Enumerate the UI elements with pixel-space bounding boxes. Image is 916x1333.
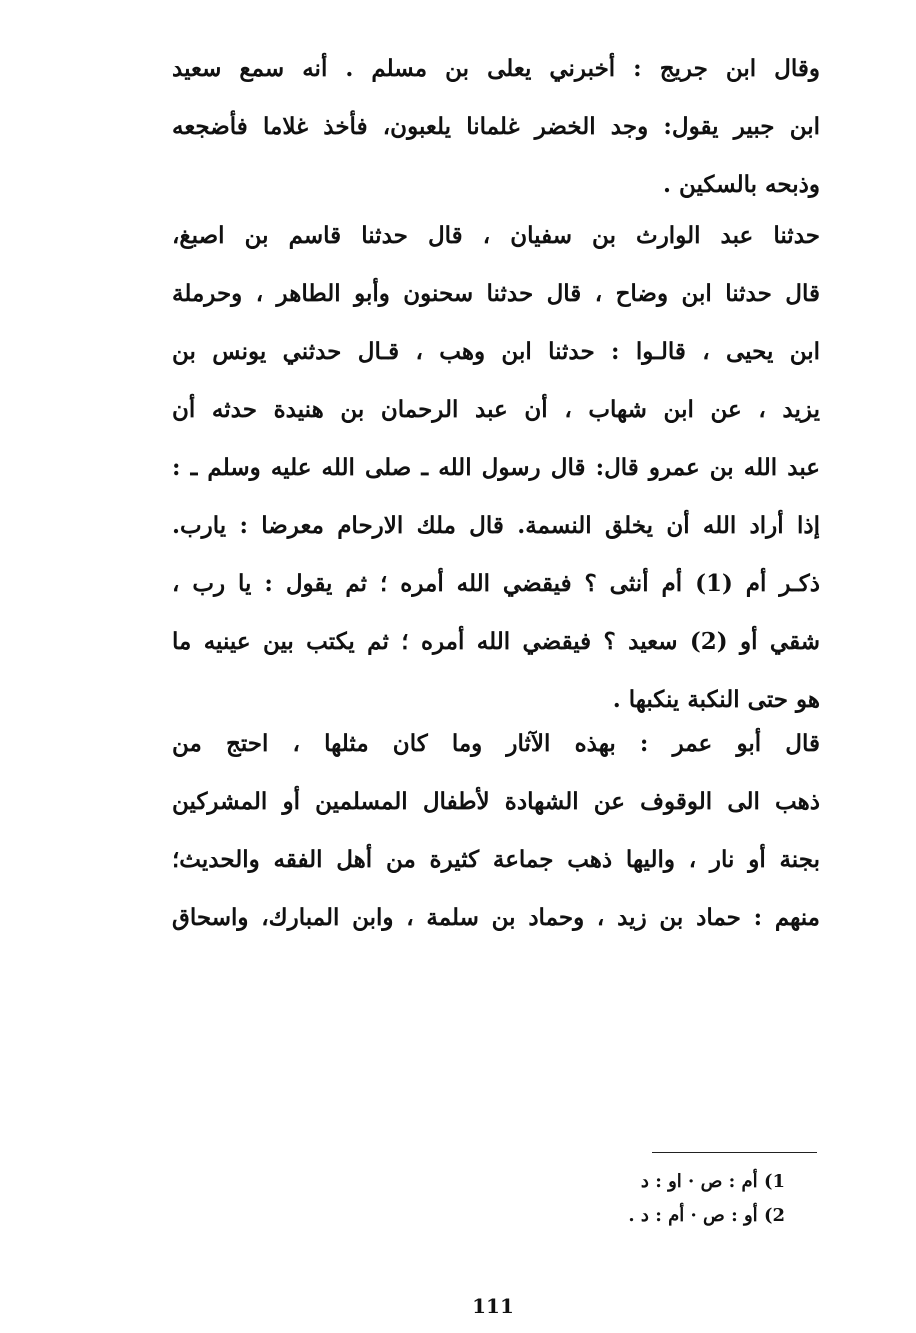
footnote-divider (652, 1152, 817, 1153)
text-line: حدثنا عبد الوارث بن سفيان ، قال حدثنا قاسم بن اصبغ، (172, 222, 820, 249)
text-line: هو حتى النكبة ينكبها . (612, 686, 820, 713)
text-line: يزيد ، عن ابن شهاب ، أن عبد الرحمان بن هنيدة حدثه أن (172, 396, 820, 423)
footnote-2: 2) أو : ص · أم : د . (628, 1205, 785, 1226)
text-line: ابن يحيى ، قالـوا : حدثنا ابن وهب ، قـال حدثني يونس بن (172, 338, 820, 365)
text-line: قال أبو عمر : بهذه الآثار وما كان مثلها ، احتج من (172, 730, 820, 757)
text-line: ذكـر أم (1) أم أنثى ؟ فيقضي الله أمره ؛ ثم يقول : يا رب ، (172, 570, 820, 597)
paragraph-2 (172, 207, 820, 729)
text-line: ابن جبير يقول: وجد الخضر غلمانا يلعبون، فأخذ غلاما فأضجعه (172, 113, 820, 140)
page-number: 111 (472, 1294, 514, 1318)
paragraph-3 (172, 715, 820, 947)
text-line: وذبحه بالسكين . (662, 171, 820, 198)
footnote-1: 1) أم : ص · او : د (640, 1171, 785, 1192)
text-line: منهم : حماد بن زيد ، وحماد بن سلمة ، وابن المبارك، واسحاق (172, 904, 820, 931)
text-line: شقي أو (2) سعيد ؟ فيقضي الله أمره ؛ ثم يكتب بين عينيه ما (172, 628, 820, 655)
text-line: وقال ابن جريج : أخبرني يعلى بن مسلم . أنه سمع سعيد (172, 55, 820, 82)
text-line: ذهب الى الوقوف عن الشهادة لأطفال المسلمين أو المشركين (172, 788, 820, 815)
text-line: عبد الله بن عمرو قال: قال رسول الله ـ صلى الله عليه وسلم ـ : (172, 454, 820, 481)
text-line: إذا أراد الله أن يخلق النسمة. قال ملك الارحام معرضا : يارب. (172, 512, 820, 539)
paragraph-1 (172, 40, 820, 214)
text-line: قال حدثنا ابن وضاح ، قال حدثنا سحنون وأبو الطاهر ، وحرملة (172, 280, 820, 307)
text-line: بجنة أو نار ، واليها ذهب جماعة كثيرة من أهل الفقه والحديث؛ (172, 846, 820, 873)
footnotes (500, 1165, 785, 1233)
